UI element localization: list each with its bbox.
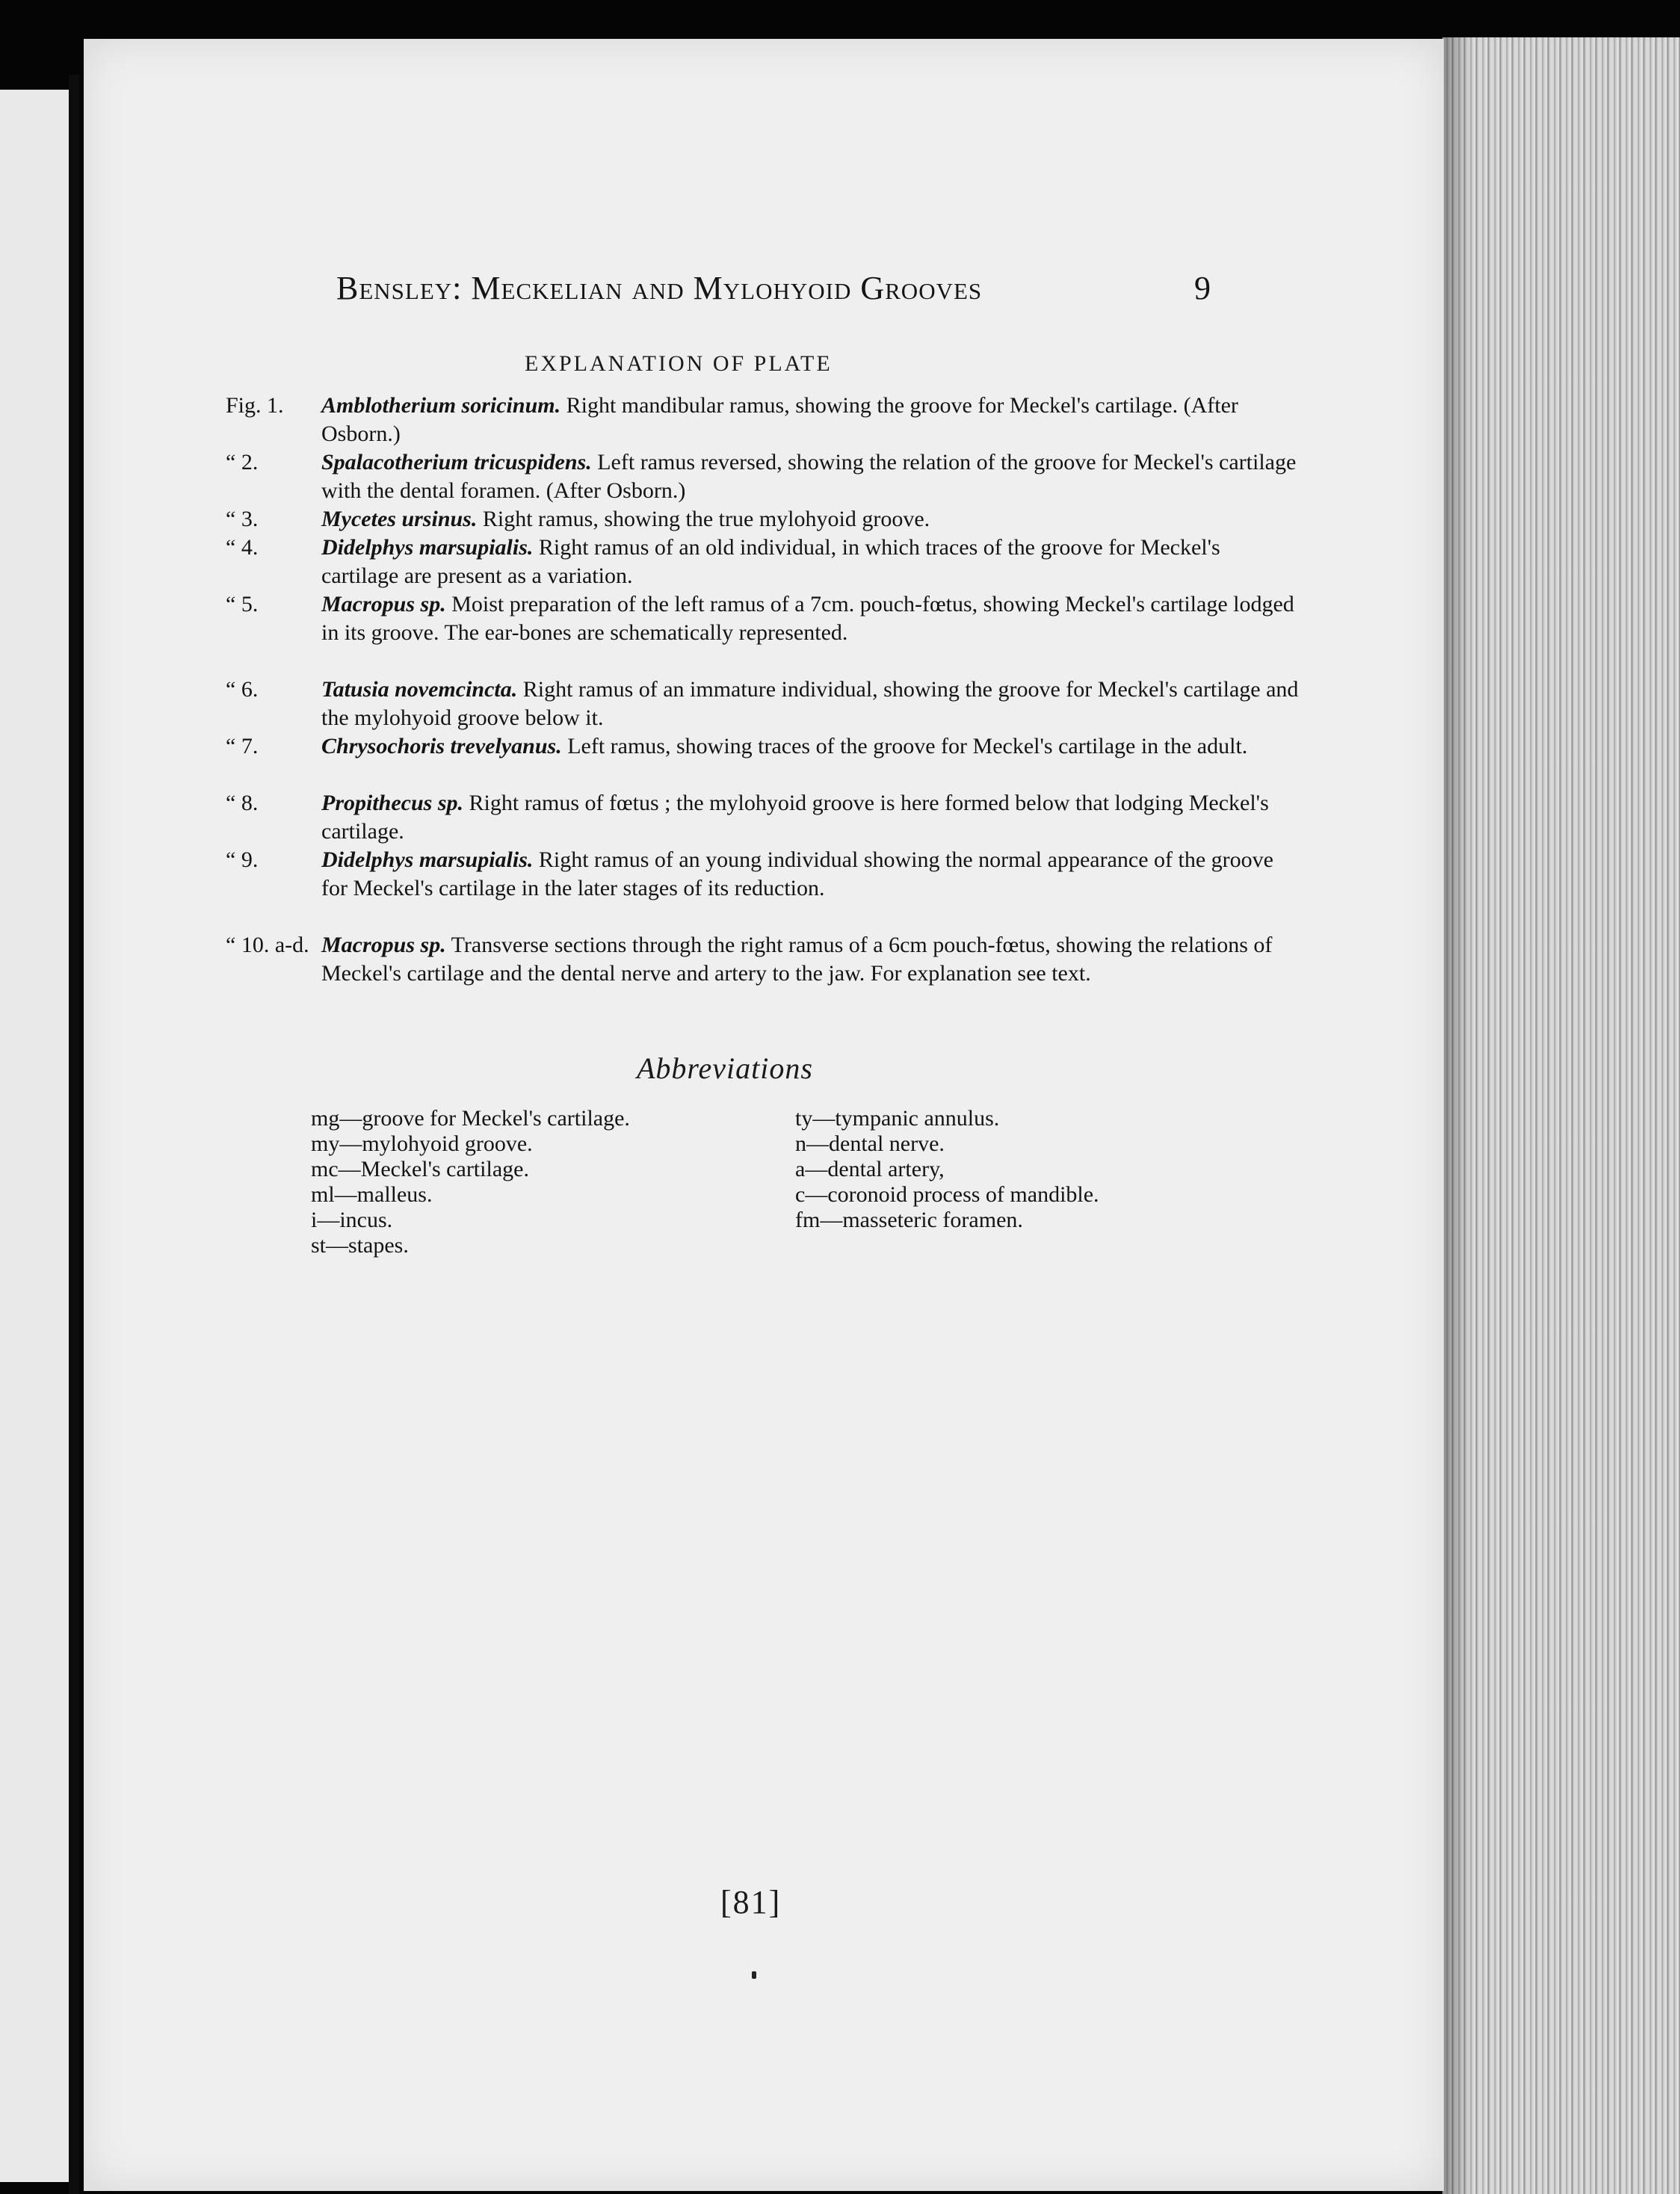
figure-caption: Moist preparation of the left ramus of a 7cm. pouch-fœtus, showing Meckel's cartilage lodged in its groove. The ear-bones are schematically represented. — [321, 592, 1294, 645]
abbreviation-item: fm—masseteric foramen. — [795, 1208, 1023, 1232]
gutter-shadow — [69, 75, 79, 2194]
abbreviation-item: mg—groove for Meckel's cartilage. — [311, 1106, 630, 1131]
species-name: Amblotherium soricinum. — [321, 393, 561, 418]
species-name: Macropus sp. — [321, 933, 446, 957]
species-name: Didelphys marsupialis. — [321, 535, 534, 560]
abbreviations-right-column — [795, 1106, 1318, 1233]
figure-caption: Right ramus of an immature individual, showing the groove for Meckel's cartilage and the mylohyoid groove below it. — [321, 677, 1299, 730]
abbreviation-item: a—dental artery, — [795, 1157, 945, 1181]
abbreviation-item: c—coronoid process of mandible. — [795, 1182, 1099, 1207]
figure-caption: Right ramus of an old individual, in which traces of the groove for Meckel's cartilage are present as a variation. — [321, 535, 1220, 588]
figure-caption: Transverse sections through the right ramus of a 6cm pouch-fœtus, showing the relations of Meckel's cartilage and the dental nerve and artery to the jaw. For explanation see text. — [321, 933, 1273, 986]
species-name: Macropus sp. — [321, 592, 446, 617]
abbreviation-item: ty—tympanic annulus. — [795, 1106, 1000, 1131]
book-page — [84, 39, 1444, 2191]
page-stack-shade — [1442, 37, 1472, 2194]
figure-number: “ 7. — [226, 734, 259, 758]
figure-caption: Right ramus of fœtus ; the mylohyoid groove is here formed below that lodging Meckel's cartilage. — [321, 791, 1269, 844]
page-stack-edge — [1442, 37, 1680, 2194]
folio-number: [81] — [720, 1884, 782, 1920]
figure-number: “ 8. — [226, 791, 259, 815]
figure-number: “ 10. a-d. — [226, 933, 309, 957]
abbreviation-item: i—incus. — [311, 1208, 393, 1232]
abbreviations-heading: Abbreviations — [637, 1051, 813, 1085]
page-number: 9 — [1194, 270, 1211, 306]
abbreviation-item: st—stapes. — [311, 1233, 409, 1258]
figure-caption: Left ramus reversed, showing the relation of the groove for Meckel's cartilage with the dental foramen. (After Osborn.) — [321, 450, 1297, 503]
species-name: Chrysochoris trevelyanus. — [321, 734, 562, 758]
species-name: Tatusia novemcincta. — [321, 677, 518, 702]
ink-speck — [752, 1971, 756, 1979]
figure-caption: Right mandibular ramus, showing the groove for Meckel's cartilage. (After Osborn.) — [321, 393, 1238, 446]
running-head — [336, 269, 1308, 314]
figure-number: “ 3. — [226, 507, 259, 531]
abbreviation-item: n—dental nerve. — [795, 1131, 945, 1156]
figure-caption: Right ramus, showing the true mylohyoid groove. — [477, 507, 930, 531]
figure-caption: Left ramus, showing traces of the groove for Meckel's cartilage in the adult. — [561, 734, 1248, 758]
left-page-edge — [0, 90, 69, 2182]
figure-number: “ 6. — [226, 677, 259, 702]
plate-explanation-heading: EXPLANATION OF PLATE — [525, 351, 833, 376]
species-name: Spalacotherium tricuspidens. — [321, 450, 592, 475]
figure-number: “ 5. — [226, 592, 259, 617]
abbreviation-item: mc—Meckel's cartilage. — [311, 1157, 529, 1181]
abbreviation-item: my—mylohyoid groove. — [311, 1131, 533, 1156]
figure-number: “ 9. — [226, 847, 259, 872]
abbreviation-item: ml—malleus. — [311, 1182, 433, 1207]
running-head-title: Bensley: Meckelian and Mylohyoid Grooves — [336, 270, 983, 306]
species-name: Didelphys marsupialis. — [321, 847, 534, 872]
figure-number: “ 2. — [226, 450, 259, 475]
species-name: Propithecus sp. — [321, 791, 464, 815]
figure-caption: Right ramus of an young individual showing the normal appearance of the groove for Meckel's cartilage in the later stages of its reduction. — [321, 847, 1273, 900]
abbreviations-left-column — [311, 1106, 834, 1258]
species-name: Mycetes ursinus. — [321, 507, 478, 531]
figure-number: Fig. 1. — [226, 393, 284, 418]
figure-number: “ 4. — [226, 535, 259, 560]
